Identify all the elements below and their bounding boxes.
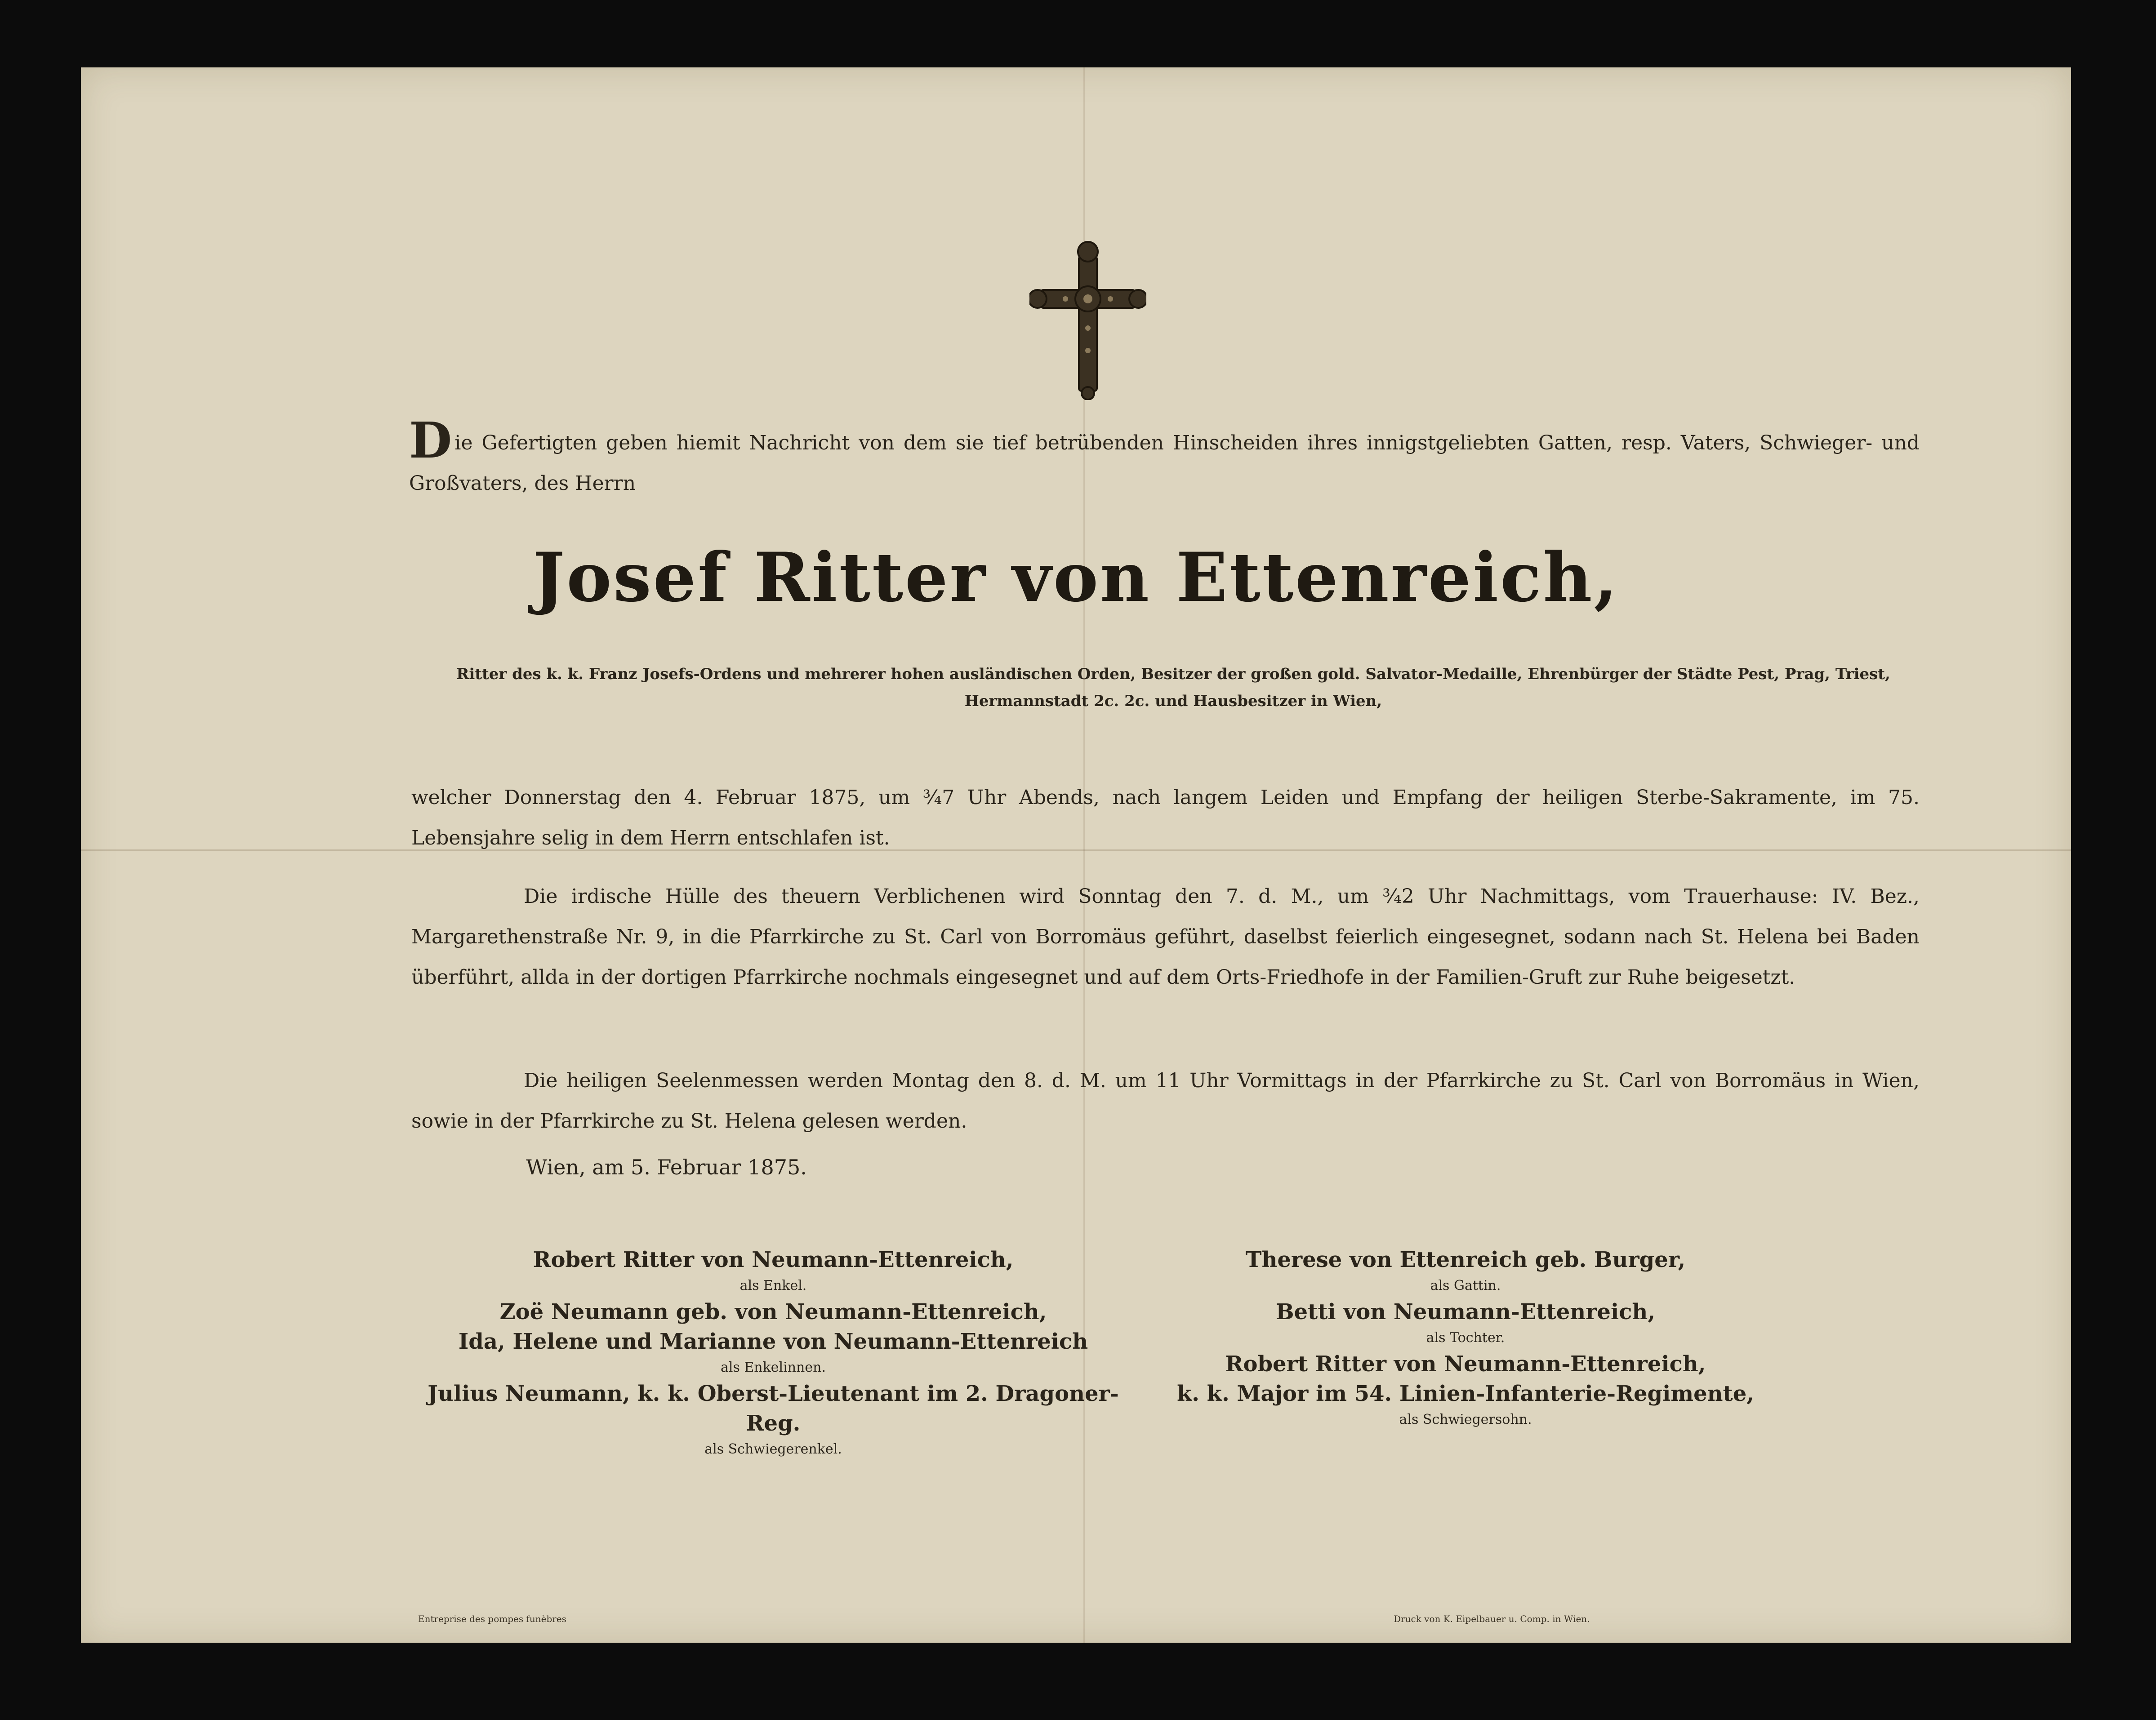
signatory bbox=[414, 1245, 1133, 1297]
mass-paragraph: Die heiligen Seelenmessen werden Montag den 8. d. M. um 11 Uhr Vormittags in der Pfarrkirche zu St. Carl von Borromäus in Wien, sowie in der Pfarrkirche zu St. Helena gelesen werden. bbox=[411, 1069, 1920, 1133]
signatory-role: als Tochter. bbox=[1426, 1330, 1505, 1346]
intro-text: ie Gefertigten geben hiemit Nachricht von dem sie tief betrübenden Hinscheiden ihres innigstgeliebten Gatten, resp. Vaters, Schwieger- und Großvaters, des Herrn bbox=[409, 431, 1920, 495]
signatory-role: als Enkelinnen. bbox=[720, 1360, 826, 1375]
signatory-name: Julius Neumann, k. k. Oberst-Lieutenant im 2. Dragoner-Reg. bbox=[428, 1381, 1119, 1436]
signatory-role: als Schwiegerenkel. bbox=[704, 1441, 842, 1457]
death-notice-sheet bbox=[81, 67, 2071, 1643]
signatory bbox=[1097, 1297, 1834, 1349]
signatory-name: Zoë Neumann geb. von Neumann-Ettenreich, bbox=[499, 1299, 1047, 1324]
signatory-role: als Schwiegersohn. bbox=[1399, 1412, 1532, 1427]
signatories-right bbox=[1097, 1245, 1834, 1431]
signatory bbox=[1097, 1349, 1834, 1379]
signatory-name: Robert Ritter von Neumann-Ettenreich, bbox=[533, 1247, 1014, 1272]
deceased-titles: Ritter des k. k. Franz Josefs-Ordens und mehrerer hohen ausländischen Orden, Besitzer der großen gold. Salvator-Medaille, Ehrenbürger der Städte Pest, Prag, Triest, Hermannstadt 2c. 2c. und Hausbesitzer in Wien, bbox=[456, 665, 1890, 710]
intro-paragraph bbox=[409, 411, 1920, 504]
footer-printer: Druck von K. Eipelbauer u. Comp. in Wien. bbox=[1394, 1613, 1590, 1624]
signatory bbox=[414, 1379, 1133, 1461]
deceased-name: Josef Ritter von Ettenreich, bbox=[533, 538, 1619, 617]
signatory-name: Ida, Helene und Marianne von Neumann-Ettenreich bbox=[458, 1329, 1088, 1354]
signatory bbox=[1097, 1379, 1834, 1431]
death-paragraph: welcher Donnerstag den 4. Februar 1875, um ¾7 Uhr Abends, nach langem Leiden und Empfang der heiligen Sterbe-Sakramente, im 75. Lebensjahre selig in dem Herrn entschlafen ist. bbox=[411, 786, 1920, 849]
drop-cap: D bbox=[409, 411, 452, 469]
signatory-name: Robert Ritter von Neumann-Ettenreich, bbox=[1225, 1351, 1706, 1377]
signatory-role: als Gattin. bbox=[1430, 1278, 1501, 1293]
funeral-paragraph: Die irdische Hülle des theuern Verblichenen wird Sonntag den 7. d. M., um ¾2 Uhr Nachmittags, vom Trauerhause: IV. Bez., Margarethenstraße Nr. 9, in die Pfarrkirche zu St. Carl von Borromäus geführt, daselbst feierlich eingesegnet, sodann nach St. Helena bei Baden überführt, allda in der dortigen Pfarrkirche nochmals eingesegnet und auf dem Orts-Friedhofe in der Familien-Gruft zur Ruhe beigesetzt. bbox=[411, 885, 1920, 989]
signatories-left bbox=[414, 1245, 1133, 1461]
signatory bbox=[414, 1297, 1133, 1327]
footer-undertaker: Entreprise des pompes funèbres bbox=[418, 1613, 566, 1624]
place-date: Wien, am 5. Februar 1875. bbox=[526, 1155, 807, 1179]
signatory bbox=[414, 1327, 1133, 1379]
cross-icon bbox=[1029, 238, 1146, 400]
signatory bbox=[1097, 1245, 1834, 1297]
signatory-name: Therese von Ettenreich geb. Burger, bbox=[1245, 1247, 1686, 1272]
signatory-role: als Enkel. bbox=[739, 1278, 807, 1293]
signatory-rank: k. k. Major im 54. Linien-Infanterie-Regimente, bbox=[1177, 1381, 1754, 1406]
signatory-name: Betti von Neumann-Ettenreich, bbox=[1275, 1299, 1656, 1324]
